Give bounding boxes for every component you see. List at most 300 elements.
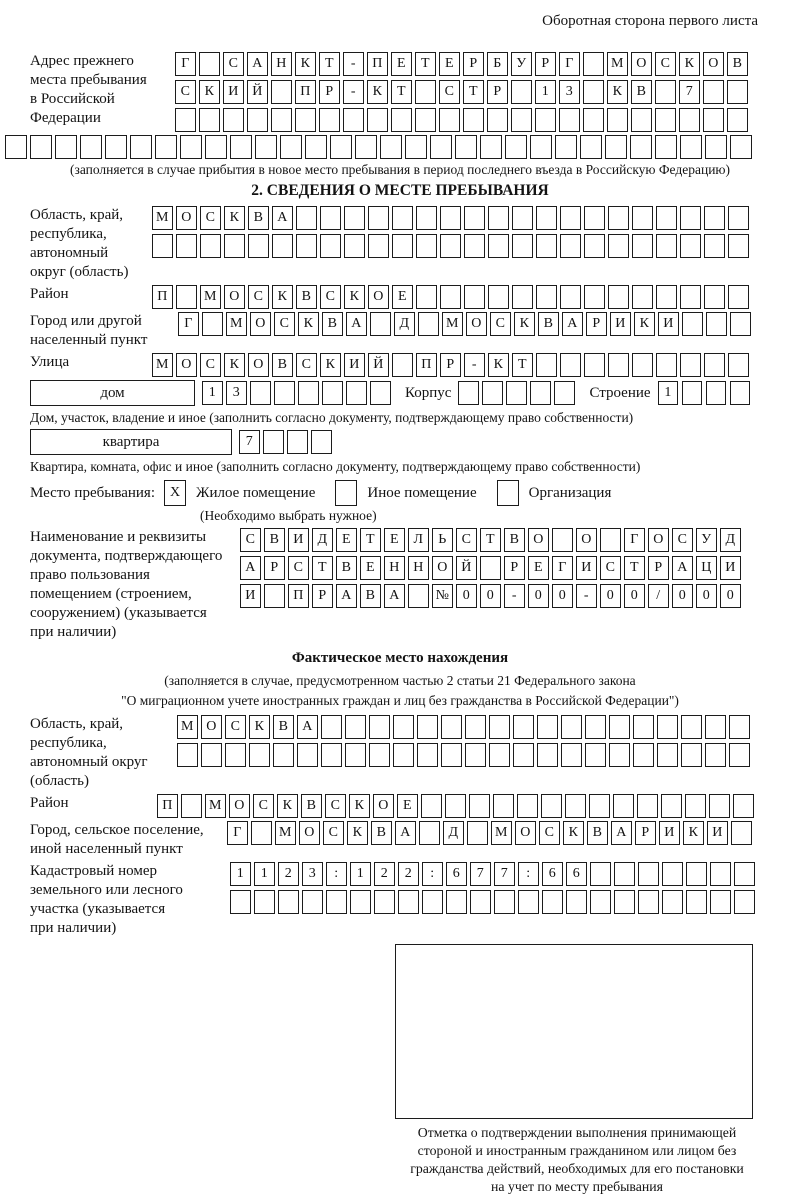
char-cell[interactable]: Т (463, 80, 484, 104)
char-cell[interactable] (247, 108, 268, 132)
char-cell[interactable] (488, 285, 509, 309)
char-cell[interactable]: 6 (542, 862, 563, 886)
char-cell[interactable]: 7 (494, 862, 515, 886)
char-cell[interactable]: Т (319, 52, 340, 76)
char-cell[interactable] (709, 794, 730, 818)
char-cell[interactable] (511, 108, 532, 132)
char-cell[interactable] (605, 135, 627, 159)
char-cell[interactable] (391, 108, 412, 132)
char-cell[interactable]: 0 (552, 584, 573, 608)
char-cell[interactable]: С (225, 715, 246, 739)
char-cell[interactable]: Т (480, 528, 501, 552)
char-cell[interactable] (734, 890, 755, 914)
checkbox-other-premises[interactable] (335, 480, 357, 506)
char-cell[interactable] (614, 890, 635, 914)
char-cell[interactable]: К (320, 353, 341, 377)
char-cell[interactable]: С (323, 821, 344, 845)
char-cell[interactable] (302, 890, 323, 914)
char-cell[interactable] (733, 794, 754, 818)
char-cell[interactable]: В (727, 52, 748, 76)
char-cell[interactable] (330, 135, 352, 159)
char-cell[interactable]: М (607, 52, 628, 76)
char-cell[interactable]: Е (528, 556, 549, 580)
char-cell[interactable] (440, 285, 461, 309)
char-cell[interactable] (487, 108, 508, 132)
char-cell[interactable]: С (240, 528, 261, 552)
char-cell[interactable] (271, 108, 292, 132)
char-cell[interactable] (254, 890, 275, 914)
char-cell[interactable]: 3 (559, 80, 580, 104)
char-cell[interactable]: С (456, 528, 477, 552)
char-cell[interactable] (480, 135, 502, 159)
char-cell[interactable] (632, 206, 653, 230)
char-cell[interactable] (230, 135, 252, 159)
char-cell[interactable]: О (250, 312, 271, 336)
char-cell[interactable]: М (226, 312, 247, 336)
char-cell[interactable] (632, 285, 653, 309)
char-cell[interactable]: Д (443, 821, 464, 845)
char-cell[interactable] (511, 80, 532, 104)
char-cell[interactable]: Е (360, 556, 381, 580)
char-cell[interactable] (250, 381, 271, 405)
char-cell[interactable] (679, 108, 700, 132)
char-cell[interactable] (251, 821, 272, 845)
char-cell[interactable] (585, 715, 606, 739)
char-cell[interactable] (439, 108, 460, 132)
char-cell[interactable]: А (297, 715, 318, 739)
char-cell[interactable]: Р (586, 312, 607, 336)
char-cell[interactable] (248, 234, 269, 258)
char-cell[interactable] (682, 312, 703, 336)
char-cell[interactable] (280, 135, 302, 159)
char-cell[interactable]: Г (624, 528, 645, 552)
char-cell[interactable] (55, 135, 77, 159)
char-cell[interactable]: О (248, 353, 269, 377)
char-cell[interactable]: К (488, 353, 509, 377)
char-cell[interactable] (583, 52, 604, 76)
char-cell[interactable] (655, 108, 676, 132)
char-cell[interactable] (470, 890, 491, 914)
char-cell[interactable] (560, 353, 581, 377)
char-cell[interactable] (393, 715, 414, 739)
char-cell[interactable] (464, 206, 485, 230)
char-cell[interactable] (704, 206, 725, 230)
char-cell[interactable] (729, 715, 750, 739)
char-cell[interactable]: И (576, 556, 597, 580)
char-cell[interactable] (730, 135, 752, 159)
char-cell[interactable]: 0 (696, 584, 717, 608)
char-cell[interactable] (727, 108, 748, 132)
char-cell[interactable] (560, 285, 581, 309)
char-cell[interactable] (176, 234, 197, 258)
char-cell[interactable] (727, 80, 748, 104)
char-cell[interactable] (297, 743, 318, 767)
char-cell[interactable]: В (336, 556, 357, 580)
char-cell[interactable] (584, 234, 605, 258)
char-cell[interactable]: К (683, 821, 704, 845)
char-cell[interactable] (704, 285, 725, 309)
char-cell[interactable] (541, 794, 562, 818)
char-cell[interactable]: П (416, 353, 437, 377)
char-cell[interactable]: Р (504, 556, 525, 580)
char-cell[interactable] (393, 743, 414, 767)
char-cell[interactable]: С (325, 794, 346, 818)
char-cell[interactable] (608, 234, 629, 258)
char-cell[interactable]: В (322, 312, 343, 336)
char-cell[interactable]: 0 (624, 584, 645, 608)
char-cell[interactable] (465, 743, 486, 767)
char-cell[interactable] (512, 234, 533, 258)
char-cell[interactable]: И (288, 528, 309, 552)
char-cell[interactable] (419, 821, 440, 845)
char-cell[interactable]: Р (648, 556, 669, 580)
char-cell[interactable] (296, 234, 317, 258)
char-cell[interactable] (320, 234, 341, 258)
char-cell[interactable]: К (344, 285, 365, 309)
char-cell[interactable]: О (576, 528, 597, 552)
char-cell[interactable]: Л (408, 528, 429, 552)
char-cell[interactable] (201, 743, 222, 767)
char-cell[interactable] (417, 715, 438, 739)
char-cell[interactable]: Б (487, 52, 508, 76)
char-cell[interactable] (224, 234, 245, 258)
char-cell[interactable]: П (288, 584, 309, 608)
char-cell[interactable]: С (200, 353, 221, 377)
char-cell[interactable]: С (655, 52, 676, 76)
char-cell[interactable] (272, 234, 293, 258)
char-cell[interactable] (416, 285, 437, 309)
char-cell[interactable]: С (253, 794, 274, 818)
char-cell[interactable]: Е (397, 794, 418, 818)
char-cell[interactable]: И (223, 80, 244, 104)
char-cell[interactable]: С (539, 821, 560, 845)
char-cell[interactable] (680, 135, 702, 159)
char-cell[interactable] (489, 715, 510, 739)
char-cell[interactable] (633, 743, 654, 767)
char-cell[interactable] (205, 135, 227, 159)
char-cell[interactable]: О (373, 794, 394, 818)
char-cell[interactable]: В (272, 353, 293, 377)
char-cell[interactable]: 1 (535, 80, 556, 104)
char-cell[interactable] (682, 381, 703, 405)
char-cell[interactable] (199, 108, 220, 132)
char-cell[interactable] (441, 715, 462, 739)
char-cell[interactable]: В (587, 821, 608, 845)
char-cell[interactable] (530, 381, 551, 405)
char-cell[interactable]: Г (559, 52, 580, 76)
char-cell[interactable] (296, 206, 317, 230)
char-cell[interactable] (631, 108, 652, 132)
char-cell[interactable]: К (272, 285, 293, 309)
char-cell[interactable] (584, 353, 605, 377)
char-cell[interactable]: Д (394, 312, 415, 336)
char-cell[interactable]: Р (440, 353, 461, 377)
char-cell[interactable] (416, 206, 437, 230)
char-cell[interactable] (536, 285, 557, 309)
char-cell[interactable] (600, 528, 621, 552)
char-cell[interactable] (608, 206, 629, 230)
char-cell[interactable]: О (229, 794, 250, 818)
char-cell[interactable] (488, 206, 509, 230)
char-cell[interactable] (369, 715, 390, 739)
char-cell[interactable] (311, 430, 332, 454)
char-cell[interactable]: В (504, 528, 525, 552)
char-cell[interactable] (565, 794, 586, 818)
char-cell[interactable]: В (296, 285, 317, 309)
char-cell[interactable]: Р (463, 52, 484, 76)
char-cell[interactable]: Р (319, 80, 340, 104)
char-cell[interactable] (513, 743, 534, 767)
char-cell[interactable] (561, 743, 582, 767)
char-cell[interactable]: М (152, 353, 173, 377)
char-cell[interactable] (585, 743, 606, 767)
char-cell[interactable]: - (343, 80, 364, 104)
char-cell[interactable] (152, 234, 173, 258)
char-cell[interactable] (418, 312, 439, 336)
char-cell[interactable]: И (720, 556, 741, 580)
char-cell[interactable] (464, 234, 485, 258)
char-cell[interactable]: И (344, 353, 365, 377)
char-cell[interactable] (380, 135, 402, 159)
char-cell[interactable]: К (199, 80, 220, 104)
char-cell[interactable] (223, 108, 244, 132)
checkbox-organization[interactable] (497, 480, 519, 506)
char-cell[interactable] (480, 556, 501, 580)
char-cell[interactable]: М (152, 206, 173, 230)
char-cell[interactable]: 0 (720, 584, 741, 608)
char-cell[interactable]: С (288, 556, 309, 580)
char-cell[interactable]: У (696, 528, 717, 552)
char-cell[interactable]: - (343, 52, 364, 76)
char-cell[interactable]: С (600, 556, 621, 580)
char-cell[interactable]: К (295, 52, 316, 76)
char-cell[interactable]: О (299, 821, 320, 845)
char-cell[interactable] (326, 890, 347, 914)
char-cell[interactable] (345, 743, 366, 767)
char-cell[interactable]: П (157, 794, 178, 818)
char-cell[interactable] (561, 715, 582, 739)
char-cell[interactable] (703, 108, 724, 132)
char-cell[interactable]: 6 (566, 862, 587, 886)
char-cell[interactable] (320, 206, 341, 230)
char-cell[interactable]: В (264, 528, 285, 552)
char-cell[interactable] (263, 430, 284, 454)
char-cell[interactable]: Н (271, 52, 292, 76)
char-cell[interactable] (662, 862, 683, 886)
char-cell[interactable] (274, 381, 295, 405)
char-cell[interactable] (632, 353, 653, 377)
char-cell[interactable]: Е (391, 52, 412, 76)
char-cell[interactable] (421, 794, 442, 818)
char-cell[interactable]: 7 (470, 862, 491, 886)
char-cell[interactable] (392, 206, 413, 230)
char-cell[interactable]: М (275, 821, 296, 845)
char-cell[interactable] (535, 108, 556, 132)
char-cell[interactable] (155, 135, 177, 159)
char-cell[interactable] (614, 862, 635, 886)
char-cell[interactable] (552, 528, 573, 552)
char-cell[interactable]: О (368, 285, 389, 309)
char-cell[interactable] (681, 743, 702, 767)
char-cell[interactable]: К (607, 80, 628, 104)
char-cell[interactable]: А (346, 312, 367, 336)
char-cell[interactable]: В (248, 206, 269, 230)
char-cell[interactable] (181, 794, 202, 818)
char-cell[interactable] (344, 206, 365, 230)
char-cell[interactable]: П (152, 285, 173, 309)
char-cell[interactable]: Т (415, 52, 436, 76)
char-cell[interactable]: И (240, 584, 261, 608)
char-cell[interactable]: Г (227, 821, 248, 845)
char-cell[interactable]: К (514, 312, 535, 336)
char-cell[interactable]: Р (487, 80, 508, 104)
char-cell[interactable] (686, 890, 707, 914)
char-cell[interactable]: 2 (398, 862, 419, 886)
char-cell[interactable] (590, 890, 611, 914)
char-cell[interactable]: К (563, 821, 584, 845)
char-cell[interactable] (5, 135, 27, 159)
char-cell[interactable]: К (298, 312, 319, 336)
char-cell[interactable]: : (422, 862, 443, 886)
char-cell[interactable] (489, 743, 510, 767)
char-cell[interactable] (630, 135, 652, 159)
char-cell[interactable] (512, 206, 533, 230)
char-cell[interactable]: К (277, 794, 298, 818)
char-cell[interactable]: А (336, 584, 357, 608)
char-cell[interactable] (264, 584, 285, 608)
char-cell[interactable] (422, 890, 443, 914)
char-cell[interactable] (367, 108, 388, 132)
char-cell[interactable] (368, 206, 389, 230)
char-cell[interactable] (680, 234, 701, 258)
char-cell[interactable] (559, 108, 580, 132)
char-cell[interactable]: 0 (480, 584, 501, 608)
char-cell[interactable] (287, 430, 308, 454)
char-cell[interactable] (482, 381, 503, 405)
char-cell[interactable]: Г (552, 556, 573, 580)
char-cell[interactable]: В (538, 312, 559, 336)
char-cell[interactable]: № (432, 584, 453, 608)
char-cell[interactable]: - (504, 584, 525, 608)
char-cell[interactable] (637, 794, 658, 818)
char-cell[interactable] (518, 890, 539, 914)
char-cell[interactable] (661, 794, 682, 818)
char-cell[interactable]: Й (247, 80, 268, 104)
char-cell[interactable] (537, 715, 558, 739)
char-cell[interactable] (465, 715, 486, 739)
char-cell[interactable] (430, 135, 452, 159)
char-cell[interactable]: В (273, 715, 294, 739)
char-cell[interactable] (30, 135, 52, 159)
char-cell[interactable] (445, 794, 466, 818)
char-cell[interactable] (632, 234, 653, 258)
char-cell[interactable]: Р (312, 584, 333, 608)
char-cell[interactable]: М (442, 312, 463, 336)
char-cell[interactable] (440, 234, 461, 258)
char-cell[interactable] (590, 862, 611, 886)
char-cell[interactable] (494, 890, 515, 914)
char-cell[interactable]: Е (384, 528, 405, 552)
char-cell[interactable] (731, 821, 752, 845)
char-cell[interactable]: Н (408, 556, 429, 580)
char-cell[interactable] (463, 108, 484, 132)
char-cell[interactable] (200, 234, 221, 258)
char-cell[interactable] (555, 135, 577, 159)
char-cell[interactable]: А (384, 584, 405, 608)
char-cell[interactable] (613, 794, 634, 818)
char-cell[interactable] (607, 108, 628, 132)
char-cell[interactable] (583, 108, 604, 132)
char-cell[interactable] (271, 80, 292, 104)
char-cell[interactable] (369, 743, 390, 767)
char-cell[interactable]: 1 (658, 381, 679, 405)
char-cell[interactable] (704, 234, 725, 258)
char-cell[interactable] (415, 108, 436, 132)
char-cell[interactable] (416, 234, 437, 258)
char-cell[interactable] (176, 285, 197, 309)
char-cell[interactable]: Е (336, 528, 357, 552)
char-cell[interactable] (680, 285, 701, 309)
char-cell[interactable]: 1 (350, 862, 371, 886)
char-cell[interactable] (506, 381, 527, 405)
char-cell[interactable] (537, 743, 558, 767)
char-cell[interactable] (177, 743, 198, 767)
char-cell[interactable]: 1 (230, 862, 251, 886)
char-cell[interactable]: Д (720, 528, 741, 552)
char-cell[interactable]: С (490, 312, 511, 336)
char-cell[interactable] (705, 715, 726, 739)
char-cell[interactable]: М (177, 715, 198, 739)
char-cell[interactable] (730, 381, 751, 405)
char-cell[interactable]: М (205, 794, 226, 818)
char-cell[interactable] (608, 285, 629, 309)
char-cell[interactable]: С (248, 285, 269, 309)
char-cell[interactable] (199, 52, 220, 76)
char-cell[interactable]: С (200, 206, 221, 230)
char-cell[interactable] (441, 743, 462, 767)
char-cell[interactable] (638, 862, 659, 886)
char-cell[interactable]: П (295, 80, 316, 104)
char-cell[interactable] (230, 890, 251, 914)
char-cell[interactable] (710, 890, 731, 914)
char-cell[interactable] (703, 80, 724, 104)
char-cell[interactable] (589, 794, 610, 818)
char-cell[interactable]: К (249, 715, 270, 739)
char-cell[interactable] (345, 715, 366, 739)
char-cell[interactable]: А (247, 52, 268, 76)
char-cell[interactable] (685, 794, 706, 818)
char-cell[interactable] (730, 312, 751, 336)
char-cell[interactable]: Ц (696, 556, 717, 580)
char-cell[interactable] (536, 234, 557, 258)
char-cell[interactable]: О (703, 52, 724, 76)
char-cell[interactable] (446, 890, 467, 914)
char-cell[interactable] (464, 285, 485, 309)
char-cell[interactable] (467, 821, 488, 845)
char-cell[interactable]: С (672, 528, 693, 552)
checkbox-residential[interactable]: X (164, 480, 186, 506)
char-cell[interactable]: У (511, 52, 532, 76)
char-cell[interactable]: П (367, 52, 388, 76)
char-cell[interactable]: Т (360, 528, 381, 552)
char-cell[interactable] (355, 135, 377, 159)
char-cell[interactable] (415, 80, 436, 104)
char-cell[interactable] (321, 743, 342, 767)
char-cell[interactable]: О (515, 821, 536, 845)
char-cell[interactable] (729, 743, 750, 767)
char-cell[interactable] (374, 890, 395, 914)
char-cell[interactable] (458, 381, 479, 405)
